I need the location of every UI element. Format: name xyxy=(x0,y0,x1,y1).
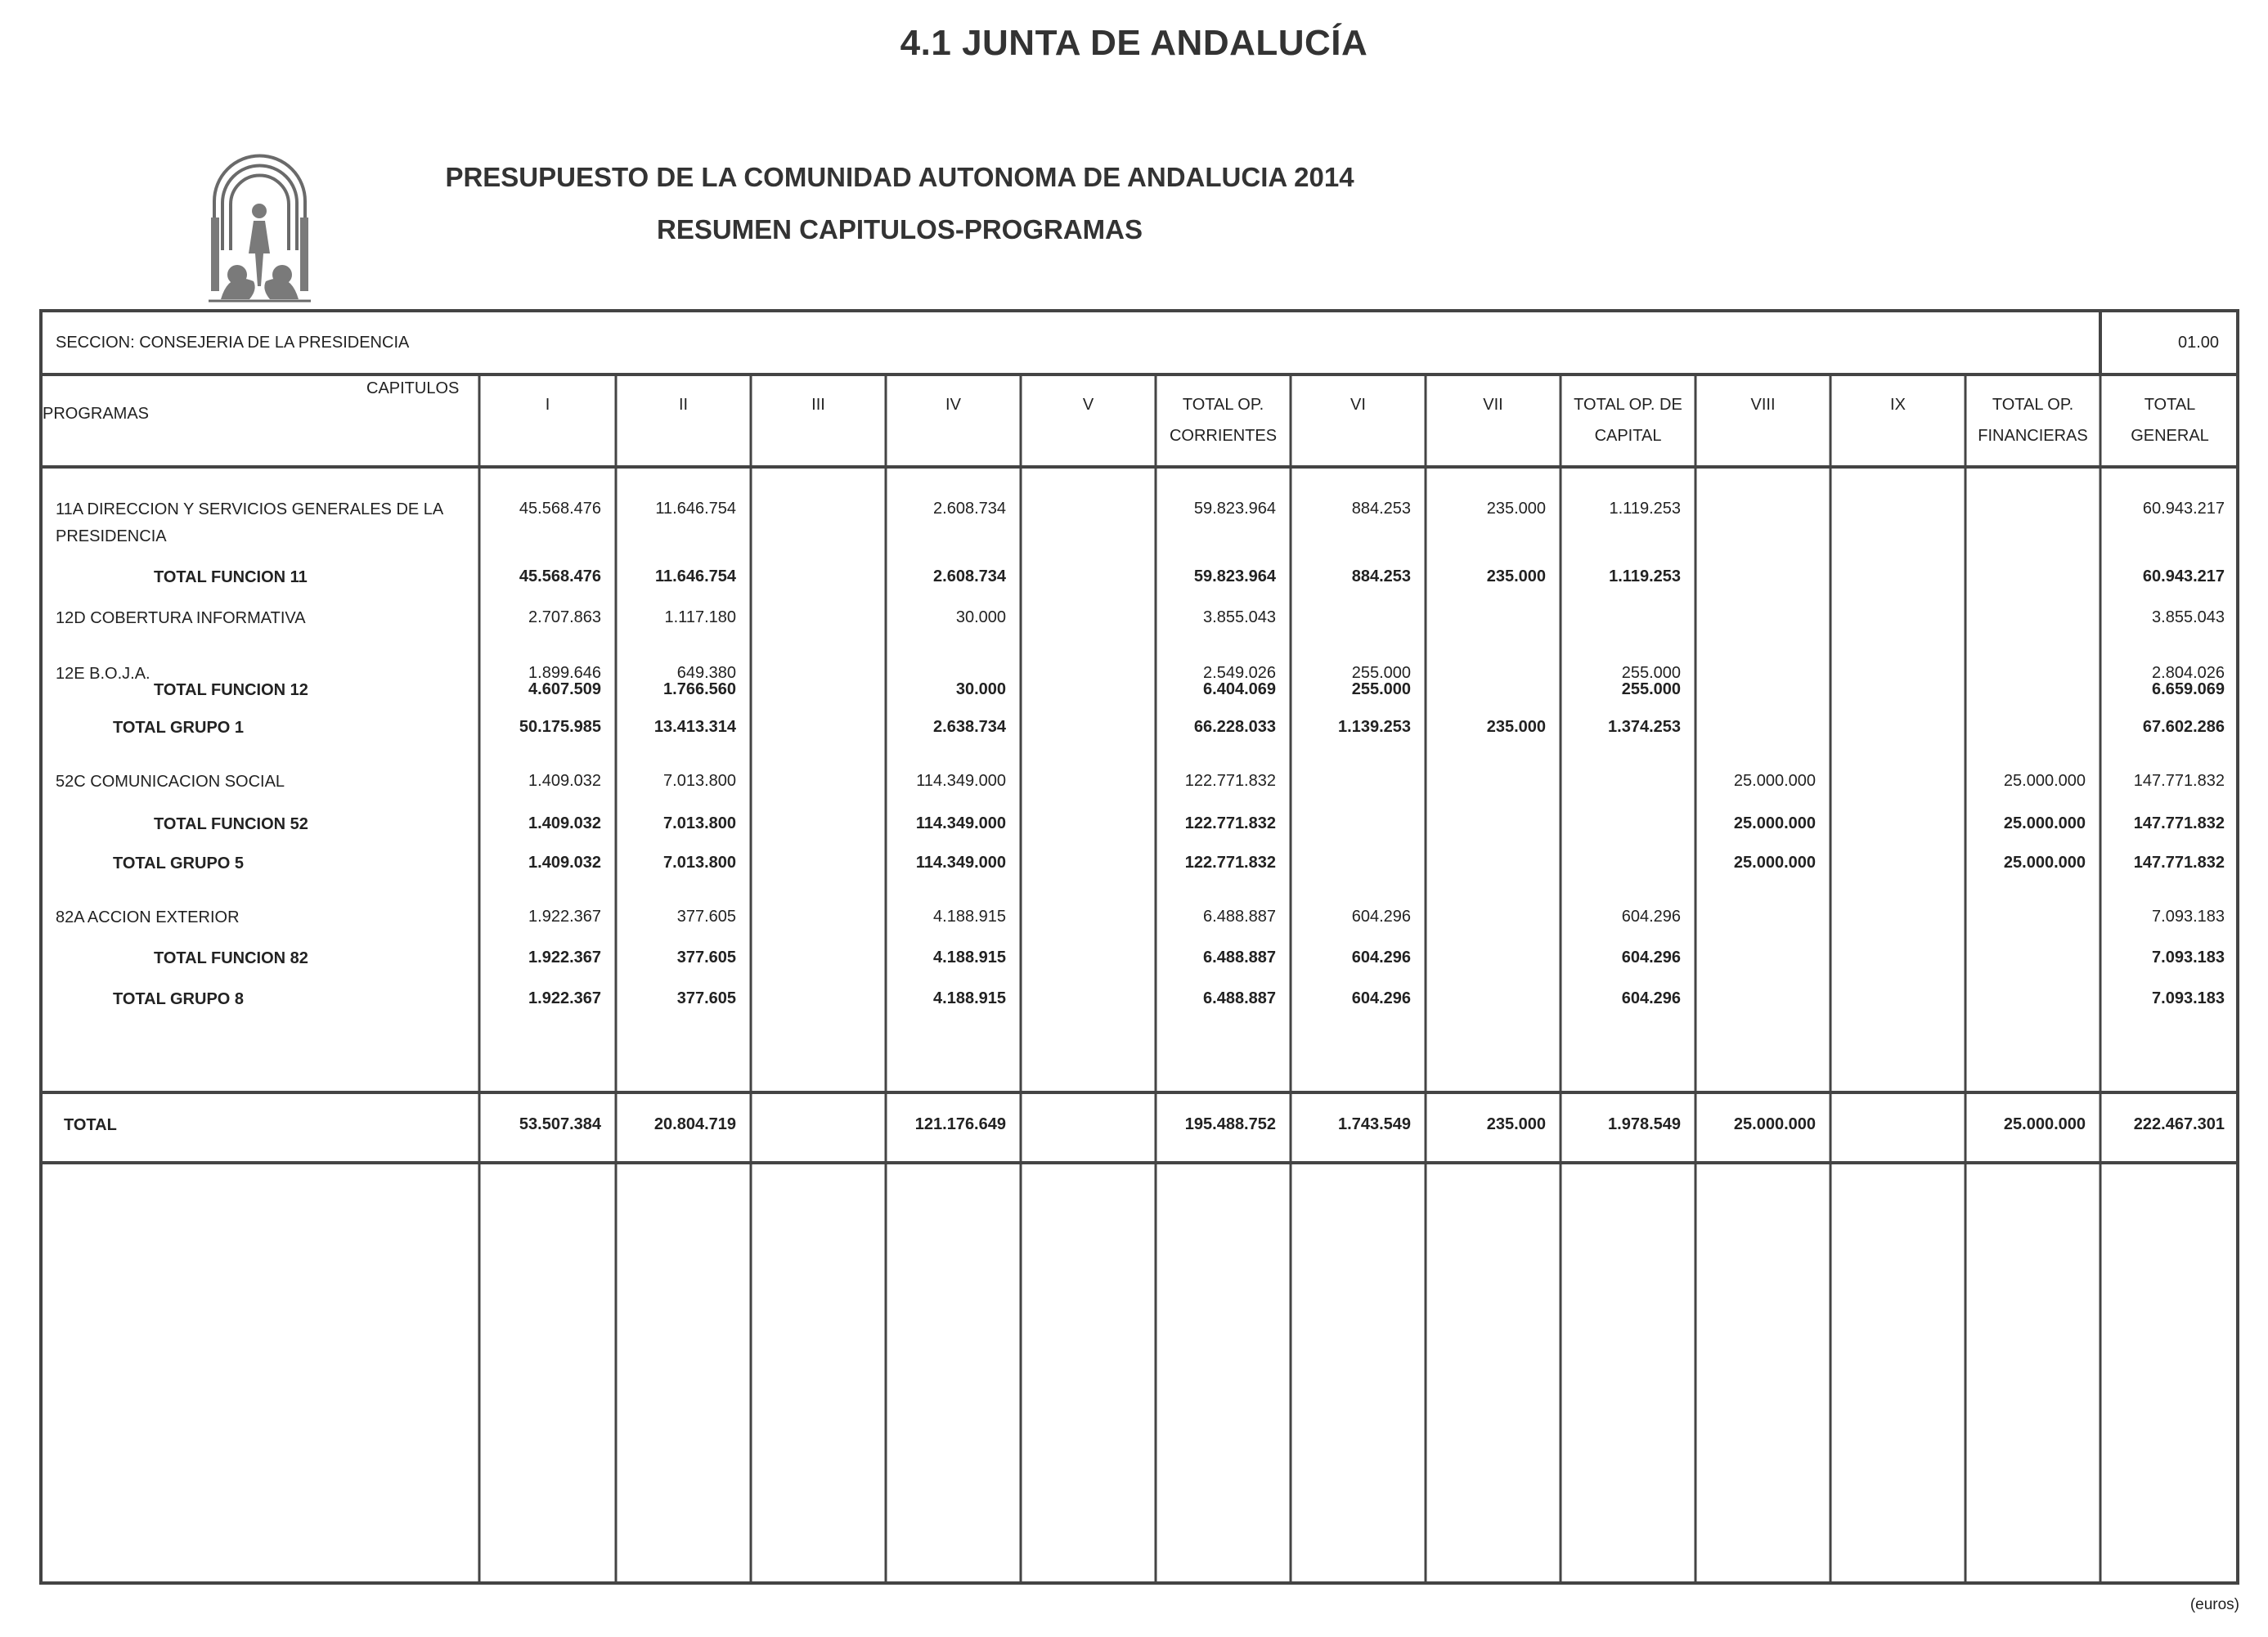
column-header-line2: CORRIENTES xyxy=(1169,427,1278,445)
table-cell: 147.771.832 xyxy=(2133,772,2225,790)
table-cell: 4.188.915 xyxy=(933,908,1006,926)
table-cell: 114.349.000 xyxy=(916,772,1006,790)
column-header-line1: VI xyxy=(1350,396,1366,414)
table-cell: 604.296 xyxy=(1621,949,1681,967)
table-cell: 45.568.476 xyxy=(519,500,601,518)
table-cell: 7.093.183 xyxy=(2152,949,2225,967)
table-cell: 114.349.000 xyxy=(915,854,1006,872)
column-header-line1: TOTAL OP. xyxy=(1182,396,1264,414)
column-header xyxy=(1156,389,1291,451)
table-cell: 255.000 xyxy=(1351,664,1411,682)
table-cell: 2.707.863 xyxy=(528,608,601,626)
table-cell: 235.000 xyxy=(1486,500,1546,518)
column-header-line1: TOTAL OP. DE xyxy=(1574,396,1682,414)
table-cell: 1.766.560 xyxy=(663,680,736,698)
row-label: TOTAL FUNCION 52 xyxy=(154,815,308,833)
column-header-line1: TOTAL xyxy=(2144,396,2196,414)
table-cell: 30.000 xyxy=(955,680,1006,698)
column-header xyxy=(1021,389,1156,420)
column-header xyxy=(751,389,886,420)
currency-footnote: (euros) xyxy=(2189,1596,2239,1613)
row-label: TOTAL GRUPO 1 xyxy=(113,719,245,737)
table-cell: 6.488.887 xyxy=(1203,989,1276,1007)
table-cell: 114.349.000 xyxy=(915,814,1006,832)
table-cell: 45.568.476 xyxy=(519,567,601,585)
section-code: 01.00 xyxy=(2177,334,2220,352)
table-cell: 604.296 xyxy=(1621,908,1681,926)
document-subtitle-2: RESUMEN CAPITULOS-PROGRAMAS xyxy=(656,214,1143,244)
column-header-line1: V xyxy=(1082,396,1094,414)
table-cell: 25.000.000 xyxy=(1733,854,1816,872)
table-cell: 59.823.964 xyxy=(1193,567,1276,585)
main-title: 4.1 JUNTA DE ANDALUCÍA xyxy=(900,23,1368,63)
column-header xyxy=(2100,389,2239,451)
table-cell: 25.000.000 xyxy=(2003,1115,2086,1133)
table-cell: 3.855.043 xyxy=(1203,608,1276,626)
table-cell: 4.188.915 xyxy=(933,949,1006,967)
table-cell: 53.507.384 xyxy=(519,1115,601,1133)
table-cell: 60.943.217 xyxy=(2142,567,2225,585)
table-cell: 649.380 xyxy=(676,664,736,682)
table-cell: 7.093.183 xyxy=(2152,908,2225,926)
table-cell: 147.771.832 xyxy=(2133,854,2225,872)
row-label: TOTAL FUNCION 82 xyxy=(154,949,308,967)
column-header xyxy=(1291,389,1426,420)
column-header xyxy=(886,389,1021,420)
table-cell: 1.899.646 xyxy=(528,664,601,682)
table-cell: 235.000 xyxy=(1486,567,1546,585)
column-header xyxy=(1695,389,1830,420)
table-cell: 235.000 xyxy=(1486,1115,1546,1133)
table-cell: 2.638.734 xyxy=(933,718,1006,736)
table-cell: 122.771.832 xyxy=(1184,814,1276,832)
table-cell: 604.296 xyxy=(1351,949,1411,967)
table-cell: 1.743.549 xyxy=(1338,1115,1411,1133)
table-cell: 13.413.314 xyxy=(653,718,736,736)
table-cell: 2.608.734 xyxy=(933,500,1006,518)
table-cell: 25.000.000 xyxy=(2003,854,2086,872)
table-cell: 4.188.915 xyxy=(933,989,1006,1007)
row-label: 12E B.O.J.A. xyxy=(56,665,150,683)
table-cell: 7.013.800 xyxy=(663,854,736,872)
column-header xyxy=(479,389,616,420)
table-cell: 7.013.800 xyxy=(663,814,736,832)
table-cell: 1.117.180 xyxy=(664,608,736,626)
table-cell: 1.119.253 xyxy=(1609,500,1681,518)
table-cell: 1.409.032 xyxy=(528,772,601,790)
table-cell: 25.000.000 xyxy=(2003,772,2086,790)
table-cell: 20.804.719 xyxy=(653,1115,736,1133)
table-cell: 147.771.832 xyxy=(2133,814,2225,832)
column-header-line1: IX xyxy=(1890,396,1906,414)
table-cell: 255.000 xyxy=(1351,680,1411,698)
row-label: 11A DIRECCION Y SERVICIOS GENERALES DE LA PRESIDENCIA xyxy=(56,500,443,545)
column-header-line1: TOTAL OP. xyxy=(1992,396,2074,414)
table-cell: 235.000 xyxy=(1486,718,1546,736)
column-header xyxy=(1830,389,1965,420)
table-cell: 6.404.069 xyxy=(1203,680,1276,698)
table-cell: 377.605 xyxy=(676,908,736,926)
table-cell: 604.296 xyxy=(1351,908,1411,926)
table-cell: 377.605 xyxy=(676,989,736,1007)
table-cell: 255.000 xyxy=(1621,664,1681,682)
corner-programas: PROGRAMAS xyxy=(43,405,150,423)
row-label: 52C COMUNICACION SOCIAL xyxy=(56,773,285,791)
table-cell: 30.000 xyxy=(955,608,1006,626)
row-label: 12D COBERTURA INFORMATIVA xyxy=(56,609,306,627)
table-cell: 67.602.286 xyxy=(2142,718,2225,736)
table-cell: 25.000.000 xyxy=(1733,814,1816,832)
table-cell: 884.253 xyxy=(1351,567,1411,585)
table-cell: 1.119.253 xyxy=(1609,567,1681,585)
table-cell: 1.978.549 xyxy=(1608,1115,1681,1133)
table-cell: 50.175.985 xyxy=(519,718,601,736)
junta-de-andalucia-emblem-icon xyxy=(204,152,315,303)
column-header-line2: CAPITAL xyxy=(1594,427,1662,445)
column-header xyxy=(1965,389,2100,451)
table-cell: 121.176.649 xyxy=(914,1115,1006,1133)
budget-table xyxy=(39,309,2239,1585)
row-label: 82A ACCION EXTERIOR xyxy=(56,908,240,926)
table-cell: 11.646.754 xyxy=(655,567,736,585)
table-cell: 195.488.752 xyxy=(1184,1115,1276,1133)
table-cell: 11.646.754 xyxy=(655,500,736,518)
column-header-line1: VII xyxy=(1483,396,1503,414)
table-cell: 604.296 xyxy=(1351,989,1411,1007)
table-cell: 1.139.253 xyxy=(1338,718,1411,736)
table-cell: 4.607.509 xyxy=(528,680,601,698)
table-cell: 7.013.800 xyxy=(663,772,736,790)
column-header xyxy=(1426,389,1561,420)
table-cell: 6.488.887 xyxy=(1203,908,1276,926)
corner-capitulos: CAPITULOS xyxy=(366,379,460,397)
table-cell: 884.253 xyxy=(1351,500,1411,518)
column-header-line1: VIII xyxy=(1750,396,1776,414)
table-cell: 2.549.026 xyxy=(1203,664,1276,682)
column-header xyxy=(616,389,751,420)
table-cell: 59.823.964 xyxy=(1193,500,1276,518)
table-cell: 377.605 xyxy=(676,949,736,967)
column-header-line1: IV xyxy=(945,396,961,414)
row-label: TOTAL GRUPO 5 xyxy=(113,854,245,872)
table-cell: 1.922.367 xyxy=(528,989,601,1007)
table-cell: 1.409.032 xyxy=(528,814,601,832)
table-cell: 25.000.000 xyxy=(2003,814,2086,832)
table-cell: 122.771.832 xyxy=(1184,772,1276,790)
table-cell: 25.000.000 xyxy=(1733,772,1816,790)
table-cell: 3.855.043 xyxy=(2152,608,2225,626)
document-subtitle: PRESUPUESTO DE LA COMUNIDAD AUTONOMA DE ANDALUCIA 2014 xyxy=(445,162,1354,192)
column-header-line1: II xyxy=(678,396,689,414)
table-cell: 1.409.032 xyxy=(528,854,601,872)
column-header-line2: GENERAL xyxy=(2131,427,2209,445)
table-cell: 7.093.183 xyxy=(2152,989,2225,1007)
row-label: TOTAL GRUPO 8 xyxy=(113,990,245,1008)
table-cell: 25.000.000 xyxy=(1733,1115,1816,1133)
table-cell: 1.922.367 xyxy=(528,949,601,967)
column-header xyxy=(1561,389,1695,451)
table-cell: 60.943.217 xyxy=(2142,500,2225,518)
grand-total-label: TOTAL xyxy=(64,1116,117,1134)
row-label: TOTAL FUNCION 12 xyxy=(154,681,308,699)
table-cell: 122.771.832 xyxy=(1184,854,1276,872)
row-label: TOTAL FUNCION 11 xyxy=(154,568,308,586)
table-cell: 255.000 xyxy=(1621,680,1681,698)
table-cell: 2.608.734 xyxy=(933,567,1006,585)
table-cell: 6.659.069 xyxy=(2152,680,2225,698)
column-header-line1: III xyxy=(811,396,825,414)
table-cell: 6.488.887 xyxy=(1203,949,1276,967)
column-header-line2: FINANCIERAS xyxy=(1978,427,2088,445)
table-cell: 604.296 xyxy=(1621,989,1681,1007)
table-cell: 2.804.026 xyxy=(2152,664,2225,682)
section-label: SECCION: CONSEJERIA DE LA PRESIDENCIA xyxy=(56,334,410,352)
table-cell: 1.922.367 xyxy=(528,908,601,926)
table-cell: 1.374.253 xyxy=(1608,718,1681,736)
table-cell: 222.467.301 xyxy=(2133,1115,2225,1133)
column-header-line1: I xyxy=(545,396,550,414)
table-cell: 66.228.033 xyxy=(1193,718,1276,736)
